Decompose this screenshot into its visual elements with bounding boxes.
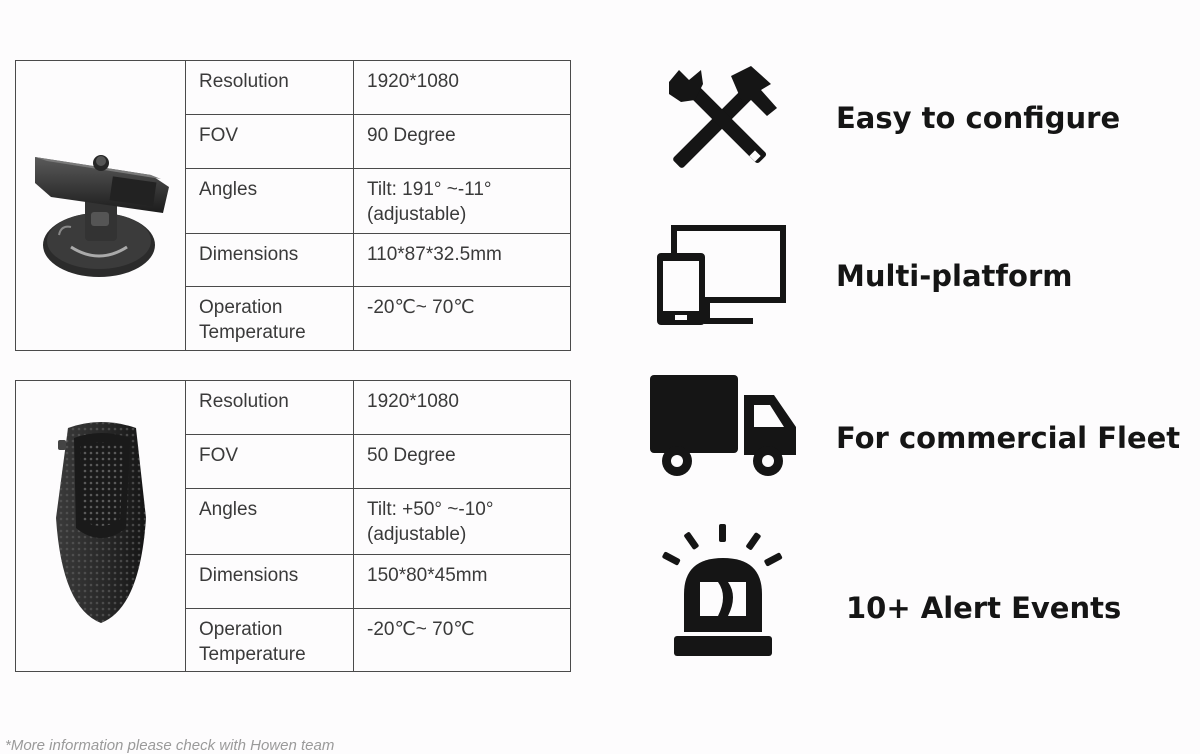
spec-value: -20℃~ 70℃ — [354, 287, 571, 351]
spec-label: FOV — [186, 435, 354, 489]
feature-commercial-fleet: For commercial Fleet — [836, 421, 1181, 455]
feature-easy-configure: Easy to configure — [836, 101, 1121, 135]
spec-label: Resolution — [186, 381, 354, 435]
spec-label: Dimensions — [186, 555, 354, 609]
footnote: *More information please check with Howen team — [5, 737, 335, 754]
alarm-beacon-icon — [662, 524, 784, 657]
spec-table-camera-2 — [15, 380, 571, 672]
spec-value: 1920*1080 — [354, 381, 571, 435]
feature-multi-platform: Multi-platform — [836, 259, 1073, 293]
dashcam-image — [31, 117, 171, 287]
spec-label: Angles — [186, 169, 354, 234]
spec-value: 50 Degree — [354, 435, 571, 489]
spec-value: Tilt: 191° ~-11° (adjustable) — [354, 169, 571, 234]
spec-value: 150*80*45mm — [354, 555, 571, 609]
spec-label: Dimensions — [186, 234, 354, 287]
spec-label: Operation Temperature — [186, 287, 354, 351]
camera-1-image — [16, 61, 186, 351]
spec-label: FOV — [186, 115, 354, 169]
spec-value: -20℃~ 70℃ — [354, 609, 571, 672]
delivery-truck-icon — [650, 373, 798, 477]
spec-value: 110*87*32.5mm — [354, 234, 571, 287]
spec-label: Operation Temperature — [186, 609, 354, 672]
spec-value: Tilt: +50° ~-10° (adjustable) — [354, 489, 571, 555]
camera-2-image — [16, 381, 186, 672]
monitor-phone-icon — [657, 225, 787, 327]
camera-pod-image — [46, 408, 156, 638]
spec-label: Resolution — [186, 61, 354, 115]
spec-value: 1920*1080 — [354, 61, 571, 115]
wrench-hammer-icon — [665, 64, 785, 179]
spec-label: Angles — [186, 489, 354, 555]
spec-table-camera-1 — [15, 60, 571, 351]
feature-alert-events: 10+ Alert Events — [846, 591, 1122, 625]
spec-value: 90 Degree — [354, 115, 571, 169]
